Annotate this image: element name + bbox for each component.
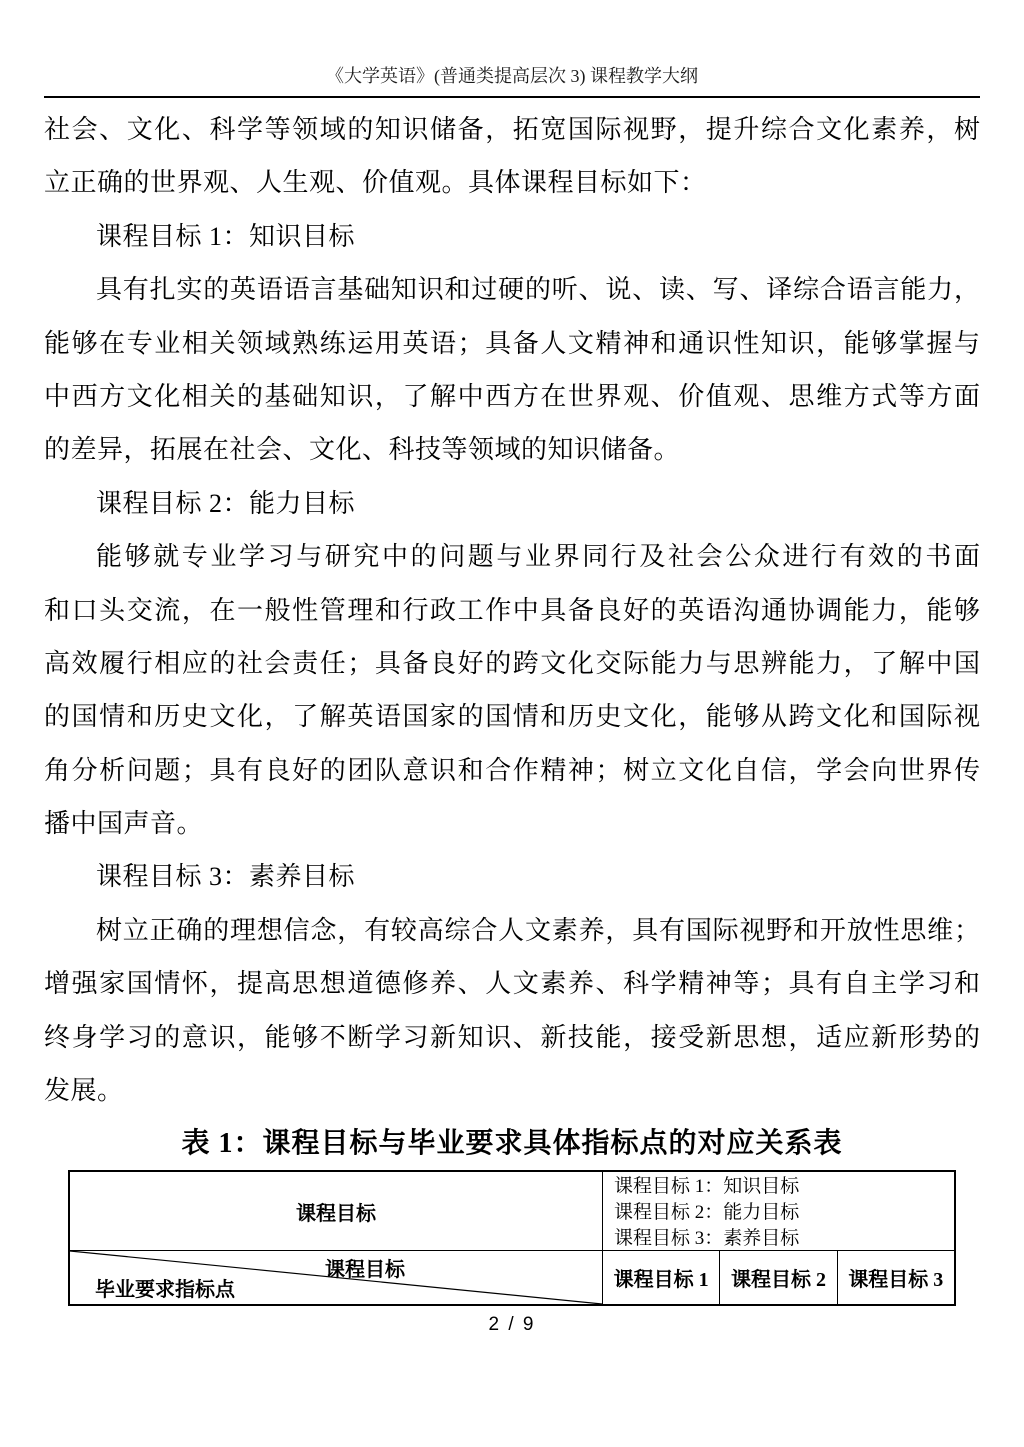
body-line: 树立正确的理想信念，有较高综合人文素养，具有国际视野和开放性思维； [96, 915, 980, 945]
objective-item: 课程目标 1：知识目标 [614, 1176, 800, 1197]
table-row [70, 1172, 954, 1251]
page-number: 2 / 9 [488, 1314, 536, 1335]
table-column-header-objective-3: 课程目标 3 [848, 1269, 944, 1291]
body-line-objective-heading: 课程目标 2：能力目标 [96, 488, 356, 518]
diagonal-label-course-objective: 课程目标 [325, 1259, 405, 1281]
table-caption: 表 1：课程目标与毕业要求具体指标点的对应关系表 [181, 1128, 843, 1159]
body-line: 增强家国情怀，提高思想道德修养、人文素养、科学精神等；具有自主学习和 [44, 969, 980, 999]
body-line: 立正确的世界观、人生观、价值观。具体课程目标如下： [44, 168, 707, 198]
body-line: 终身学习的意识，能够不断学习新知识、新技能，接受新思想，适应新形势的 [44, 1022, 980, 1052]
objectives-mapping-table [68, 1170, 956, 1306]
body-line-objective-heading: 课程目标 3：素养目标 [96, 862, 356, 892]
body-line: 播中国声音。 [44, 809, 204, 839]
body-line-objective-heading: 课程目标 1：知识目标 [96, 221, 356, 251]
table-column-header-objective-1: 课程目标 1 [603, 1251, 720, 1304]
table-cell-objectives-list [603, 1172, 954, 1250]
header-rule [44, 96, 980, 98]
table-column-header-objective-2: 课程目标 2 [720, 1251, 837, 1304]
body-line: 的差异，拓展在社会、文化、科技等领域的知识储备。 [44, 435, 681, 465]
table-cell-course-objectives-label: 课程目标 [70, 1172, 603, 1250]
body-text [44, 103, 980, 1117]
body-line: 中西方文化相关的基础知识，了解中西方在世界观、价值观、思维方式等方面 [44, 381, 980, 411]
table-cell-diagonal-header [70, 1251, 603, 1304]
body-line: 的国情和历史文化，了解英语国家的国情和历史文化，能够从跨文化和国际视 [44, 702, 980, 732]
objective-item: 课程目标 3：素养目标 [614, 1228, 800, 1249]
objective-item: 课程目标 2：能力目标 [614, 1202, 800, 1223]
page-header-title: 《大学英语》(普通类提高层次 3) 课程教学大纲 [326, 66, 698, 86]
body-line: 能够就专业学习与研究中的问题与业界同行及社会公众进行有效的书面 [96, 542, 980, 572]
body-line: 具有扎实的英语语言基础知识和过硬的听、说、读、写、译综合语言能力， [96, 275, 980, 305]
body-line: 发展。 [44, 1076, 124, 1106]
table-row [70, 1251, 954, 1304]
body-line: 社会、文化、科学等领域的知识储备，拓宽国际视野，提升综合文化素养，树 [44, 115, 980, 144]
body-line: 能够在专业相关领域熟练运用英语；具备人文精神和通识性知识，能够掌握与 [44, 328, 980, 358]
diagonal-label-graduation-requirement: 毕业要求指标点 [95, 1279, 235, 1301]
body-line: 角分析问题；具有良好的团队意识和合作精神；树立文化自信，学会向世界传 [44, 755, 980, 785]
body-line: 高效履行相应的社会责任；具备良好的跨文化交际能力与思辨能力，了解中国 [44, 648, 980, 678]
body-line: 和口头交流，在一般性管理和行政工作中具备良好的英语沟通协调能力，能够 [44, 595, 980, 625]
